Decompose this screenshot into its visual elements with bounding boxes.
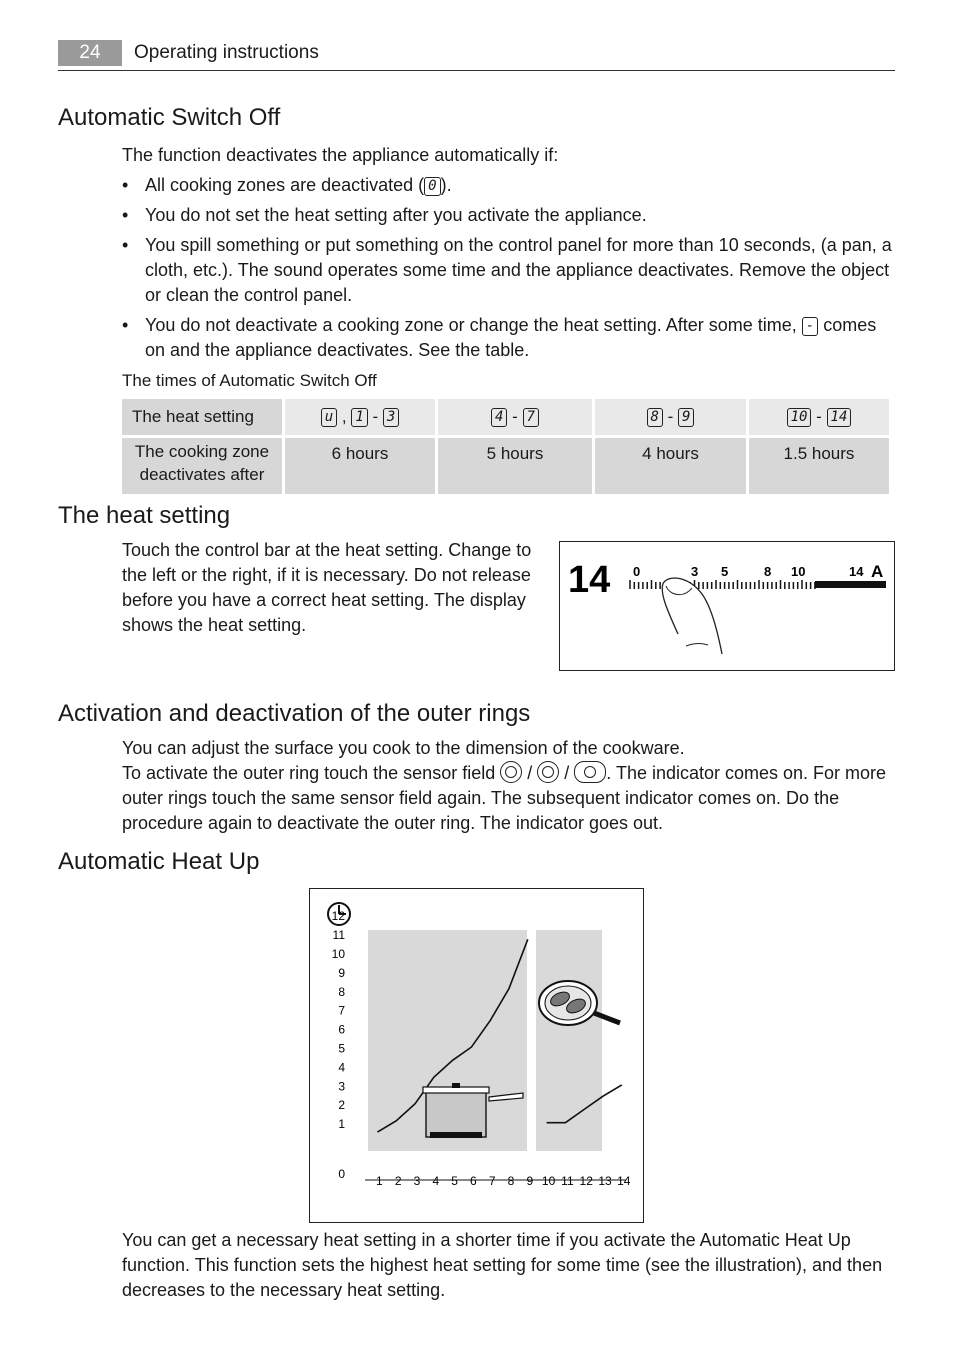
y-tick-label: 11 bbox=[332, 928, 345, 943]
auto-heat-up-text: You can get a necessary heat setting in a shorter time if you activate the Automatic Heat Up function. This function sets the highest heat setting for some time (see the illustration), and then decreases to the necessary heat setting. bbox=[122, 1230, 883, 1300]
table-caption: The times of Automatic Switch Off bbox=[122, 371, 377, 390]
scale-label: 3 bbox=[691, 564, 699, 579]
x-tick-label: 7 bbox=[488, 1174, 496, 1188]
table-row bbox=[122, 399, 889, 435]
heat-range-cell: u , 1 - 3 bbox=[285, 399, 435, 435]
display-value: 14 bbox=[568, 559, 611, 601]
x-tick-label: 13 bbox=[598, 1174, 612, 1188]
heading-heat-setting: The heat setting bbox=[58, 502, 231, 529]
heat-up-chart-svg bbox=[310, 889, 643, 1222]
hours-cell: 6 hours bbox=[285, 438, 435, 494]
scale-suffix: A bbox=[871, 562, 884, 581]
x-tick-label: 1 bbox=[376, 1174, 383, 1188]
y-tick-label: 0 bbox=[338, 1167, 345, 1181]
x-tick-label: 10 bbox=[541, 1174, 556, 1188]
control-bar-illustration bbox=[559, 541, 895, 671]
x-tick-label: 4 bbox=[432, 1174, 440, 1188]
sensor-oval-ring-icon bbox=[574, 761, 606, 783]
heading-automatic-switch-off: Automatic Switch Off bbox=[58, 104, 281, 131]
x-tick-label: 14 bbox=[617, 1174, 631, 1188]
x-tick-label: 8 bbox=[507, 1174, 515, 1188]
x-tick-label: 2 bbox=[394, 1174, 402, 1188]
header-title: Operating instructions bbox=[134, 42, 319, 63]
sensor-double-ring-icon bbox=[500, 761, 522, 783]
control-bar-svg bbox=[560, 542, 894, 670]
heat-range-cell: 8 - 9 bbox=[595, 399, 746, 435]
y-tick-label: 5 bbox=[338, 1041, 345, 1056]
heat-range-cell: 10 - 14 bbox=[749, 399, 889, 435]
switch-off-times-table bbox=[119, 396, 892, 497]
y-axis-ticks bbox=[332, 909, 346, 1181]
sensor-ring-icon bbox=[537, 761, 559, 783]
x-tick-label: 12 bbox=[579, 1174, 593, 1188]
y-tick-label: 2 bbox=[338, 1098, 345, 1113]
list-item: • You do not deactivate a cooking zone or change the heat setting. After some time, - comes on and the appliance deactivates. See the table. bbox=[122, 313, 892, 363]
scale-label: 10 bbox=[791, 564, 806, 579]
table-row bbox=[122, 438, 889, 494]
scale-label: 5 bbox=[721, 564, 729, 579]
y-tick-label: 1 bbox=[338, 1117, 345, 1132]
list-item: • You do not set the heat setting after you activate the appliance. bbox=[122, 203, 892, 228]
heat-up-chart bbox=[309, 888, 644, 1223]
row-header-deactivates-after: The cooking zone deactivates after bbox=[122, 438, 282, 494]
x-tick-label: 6 bbox=[470, 1174, 477, 1188]
switch-off-intro: The function deactivates the appliance automatically if: bbox=[122, 145, 559, 165]
plot-area-pan bbox=[536, 930, 602, 1151]
x-tick-label: 11 bbox=[561, 1174, 574, 1188]
y-tick-label: 10 bbox=[331, 947, 345, 961]
y-tick-label: 8 bbox=[338, 984, 345, 999]
outer-rings-line1: You can adjust the surface you cook to the dimension of the cookware. bbox=[122, 738, 685, 758]
list-item: • You spill something or put something on the control panel for more than 10 seconds, (a pan, a cloth, etc.). The sound operates some time and the appliance deactivates. Remove the object or clean the control panel. bbox=[122, 233, 892, 308]
y-tick-label: 12 bbox=[331, 909, 345, 924]
hours-cell: 5 hours bbox=[438, 438, 592, 494]
dash-symbol: - bbox=[802, 317, 818, 336]
y-tick-label: 6 bbox=[338, 1022, 345, 1037]
zero-symbol: 0 bbox=[424, 177, 440, 196]
heading-outer-rings: Activation and deactivation of the outer rings bbox=[58, 700, 531, 727]
control-bar-ticks bbox=[630, 580, 815, 589]
x-tick-label: 9 bbox=[526, 1174, 534, 1188]
hours-cell: 1.5 hours bbox=[749, 438, 889, 494]
scale-label: 8 bbox=[764, 564, 772, 579]
frying-pan-icon bbox=[539, 981, 620, 1025]
x-tick-label: 5 bbox=[451, 1174, 458, 1188]
page-number: 24 bbox=[58, 40, 122, 66]
y-tick-label: 4 bbox=[338, 1060, 345, 1075]
y-tick-label: 3 bbox=[338, 1079, 345, 1094]
header-rule bbox=[58, 70, 895, 71]
y-tick-label: 9 bbox=[338, 965, 345, 980]
heat-range-cell: 4 - 7 bbox=[438, 399, 592, 435]
y-tick-label: 7 bbox=[338, 1003, 345, 1018]
heading-automatic-heat-up: Automatic Heat Up bbox=[58, 848, 260, 875]
row-header-heat-setting: The heat setting bbox=[122, 399, 282, 435]
outer-rings-line2: To activate the outer ring touch the sensor field / / . The indicator comes on. For more outer rings touch the same sensor field again. The subsequent indicator comes on. Do the procedure again to deactivate the outer ring. The indicator goes out. bbox=[122, 763, 887, 833]
scale-label: 14 bbox=[849, 564, 864, 579]
finger-icon bbox=[662, 578, 722, 654]
x-axis-ticks bbox=[376, 1174, 631, 1188]
heat-setting-text: Touch the control bar at the heat setting. Change to the left or the right, if it is necessary. Do not release before you have a correct heat setting. The display shows the heat setting. bbox=[122, 540, 532, 635]
scale-label: 0 bbox=[633, 564, 641, 579]
x-tick-label: 3 bbox=[413, 1174, 421, 1188]
switch-off-conditions-list bbox=[122, 173, 892, 368]
hours-cell: 4 hours bbox=[595, 438, 746, 494]
list-item: • All cooking zones are deactivated ( 0 ). bbox=[122, 173, 892, 198]
control-bar-filled bbox=[815, 581, 886, 588]
